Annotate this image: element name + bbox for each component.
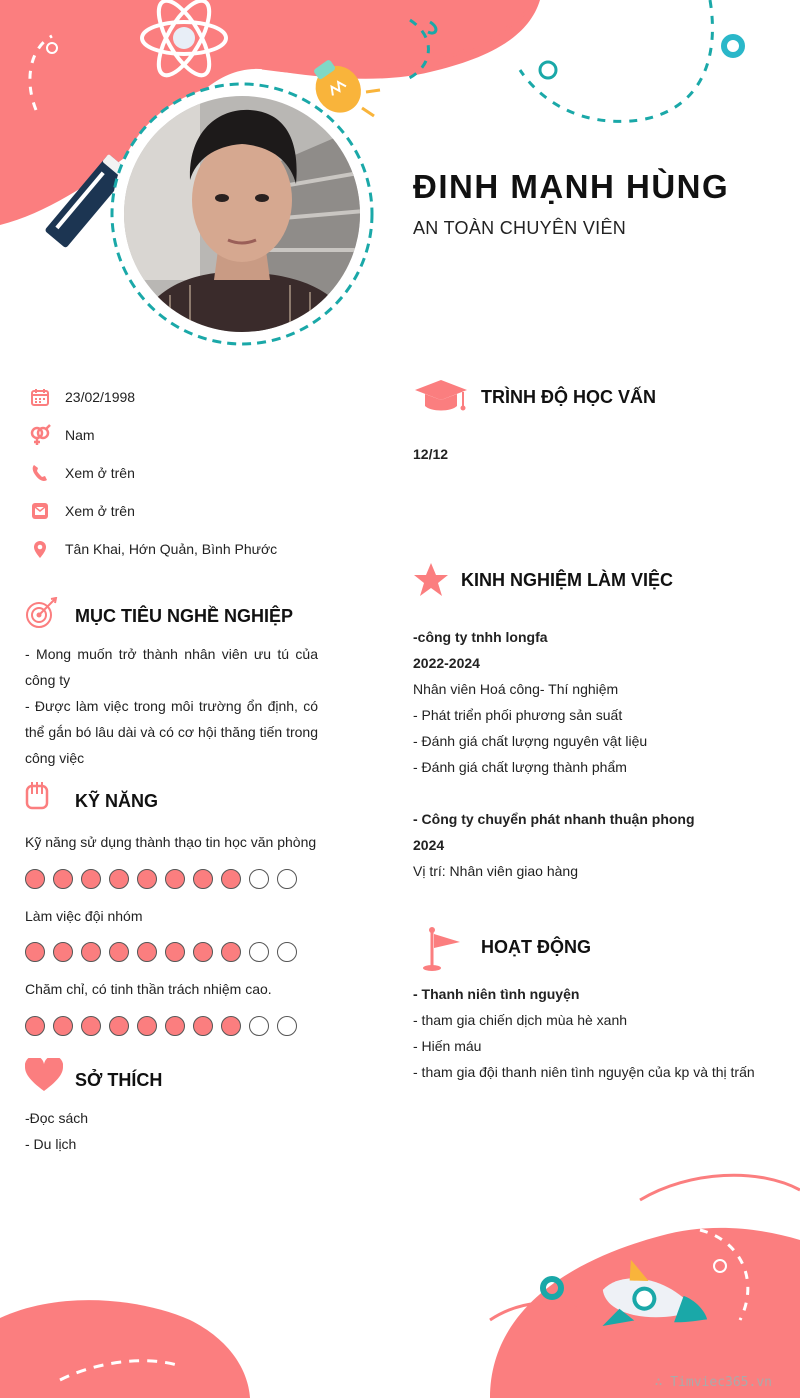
- rating-dot-filled: [221, 942, 241, 962]
- rating-dot-filled: [53, 1016, 73, 1036]
- job-detail: - Phát triển phối phương sản suất: [413, 707, 623, 723]
- rating-dot-empty: [249, 1016, 269, 1036]
- atom-icon: [138, 0, 230, 84]
- email-icon: [28, 499, 52, 523]
- rating-dot-filled: [53, 942, 73, 962]
- rating-dot-filled: [53, 869, 73, 889]
- hobbies-title: SỞ THÍCH: [75, 1070, 163, 1090]
- contact-phone: [28, 461, 135, 485]
- candidate-name: ĐINH MẠNH HÙNG: [413, 168, 730, 205]
- rating-dot-filled: [109, 869, 129, 889]
- hobbies-content: [25, 1105, 88, 1157]
- rating-dot-empty: [277, 942, 297, 962]
- avatar: [110, 80, 376, 350]
- location-icon: [28, 537, 52, 561]
- education-item: 12/12: [413, 446, 449, 462]
- gender-icon: [28, 423, 52, 447]
- objective-content: [25, 641, 318, 771]
- job-detail: Vị trí: Nhân viên giao hàng: [413, 863, 578, 879]
- rating-dot-filled: [25, 1016, 45, 1036]
- activity-item: - tham gia chiến dịch mùa hè xanh: [413, 1012, 628, 1028]
- rocket-icon: [582, 1258, 712, 1354]
- rating-dot-filled: [221, 1016, 241, 1036]
- objective-line: - Được làm việc trong môi trường ổn định, có thể gắn bó lâu dài và có cơ hội thăng tiến trong công việc: [25, 698, 318, 766]
- experience-job: [413, 624, 647, 780]
- rating-dot-filled: [109, 1016, 129, 1036]
- rating-dot-filled: [81, 869, 101, 889]
- skill-rating: [25, 869, 297, 889]
- rating-dot-filled: [25, 869, 45, 889]
- contact-text: 23/02/1998: [65, 389, 136, 405]
- skill-name: Chăm chỉ, có tinh thần trách nhiệm cao.: [25, 981, 272, 997]
- rating-dot-filled: [193, 942, 213, 962]
- objective-title: MỤC TIÊU NGHỀ NGHIỆP: [75, 606, 294, 626]
- phone-icon: [28, 461, 52, 485]
- skill-name: Kỹ năng sử dụng thành thạo tin học văn phòng: [25, 834, 317, 850]
- activity-item: - tham gia đội thanh niên tình nguyện của kp và thị trấn: [413, 1064, 755, 1080]
- job-company: - Công ty chuyển phát nhanh thuận phong: [413, 811, 695, 827]
- rating-dot-empty: [277, 869, 297, 889]
- rating-dot-filled: [137, 869, 157, 889]
- experience-job: [413, 806, 695, 884]
- rating-dot-filled: [25, 942, 45, 962]
- rating-dot-filled: [81, 1016, 101, 1036]
- contact-email: [28, 499, 135, 523]
- rating-dot-empty: [277, 1016, 297, 1036]
- skill-rating: [25, 942, 297, 962]
- education-title: TRÌNH ĐỘ HỌC VẤN: [481, 387, 656, 407]
- skill-rating: [25, 1016, 297, 1036]
- skill-name: Làm việc đội nhóm: [25, 908, 143, 924]
- rating-dot-filled: [109, 942, 129, 962]
- fist-icon: [24, 780, 50, 812]
- hobby-item: -Đọc sách: [25, 1110, 89, 1126]
- heart-icon: [25, 1058, 63, 1092]
- rating-dot-filled: [165, 942, 185, 962]
- graduation-cap-icon: [413, 378, 469, 414]
- contact-gender: [28, 423, 95, 447]
- star-icon: [413, 562, 449, 598]
- job-detail: - Đánh giá chất lượng nguyên vật liệu: [413, 733, 648, 749]
- contact-text: Tân Khai, Hớn Quản, Bình Phước: [65, 541, 278, 557]
- activities-content: [413, 981, 755, 1085]
- activities-title: HOẠT ĐỘNG: [481, 937, 591, 957]
- rating-dot-filled: [81, 942, 101, 962]
- candidate-position: AN TOÀN CHUYÊN VIÊN: [413, 218, 627, 238]
- objective-line: - Mong muốn trở thành nhân viên ưu tú của công ty: [25, 646, 318, 688]
- contact-text: Nam: [65, 427, 95, 443]
- experience-title: KINH NGHIỆM LÀM VIỆC: [461, 570, 674, 590]
- contact-text: Xem ở trên: [65, 503, 135, 519]
- contact-address: [28, 537, 277, 561]
- watermark: ∴ Timviec365.vn: [654, 1375, 772, 1390]
- calendar-icon: [28, 385, 52, 409]
- rating-dot-filled: [165, 869, 185, 889]
- job-period: 2024: [413, 837, 445, 853]
- rating-dot-filled: [137, 1016, 157, 1036]
- rating-dot-filled: [137, 942, 157, 962]
- rating-dot-empty: [249, 942, 269, 962]
- flag-icon: [420, 926, 464, 972]
- rating-dot-filled: [165, 1016, 185, 1036]
- job-detail: - Đánh giá chất lượng thành phẩm: [413, 759, 627, 775]
- rating-dot-filled: [193, 869, 213, 889]
- hobby-item: - Du lịch: [25, 1136, 77, 1152]
- job-company: -công ty tnhh longfa: [413, 629, 548, 645]
- job-period: 2022-2024: [413, 655, 480, 671]
- rating-dot-filled: [221, 869, 241, 889]
- activity-item: - Hiến máu: [413, 1038, 482, 1054]
- contact-text: Xem ở trên: [65, 465, 135, 481]
- skills-title: KỸ NĂNG: [75, 791, 159, 811]
- target-icon: [25, 597, 59, 631]
- activity-heading: - Thanh niên tình nguyện: [413, 986, 580, 1002]
- contact-birthdate: [28, 385, 135, 409]
- job-detail: Nhân viên Hoá công- Thí nghiệm: [413, 681, 619, 697]
- rating-dot-empty: [249, 869, 269, 889]
- rating-dot-filled: [193, 1016, 213, 1036]
